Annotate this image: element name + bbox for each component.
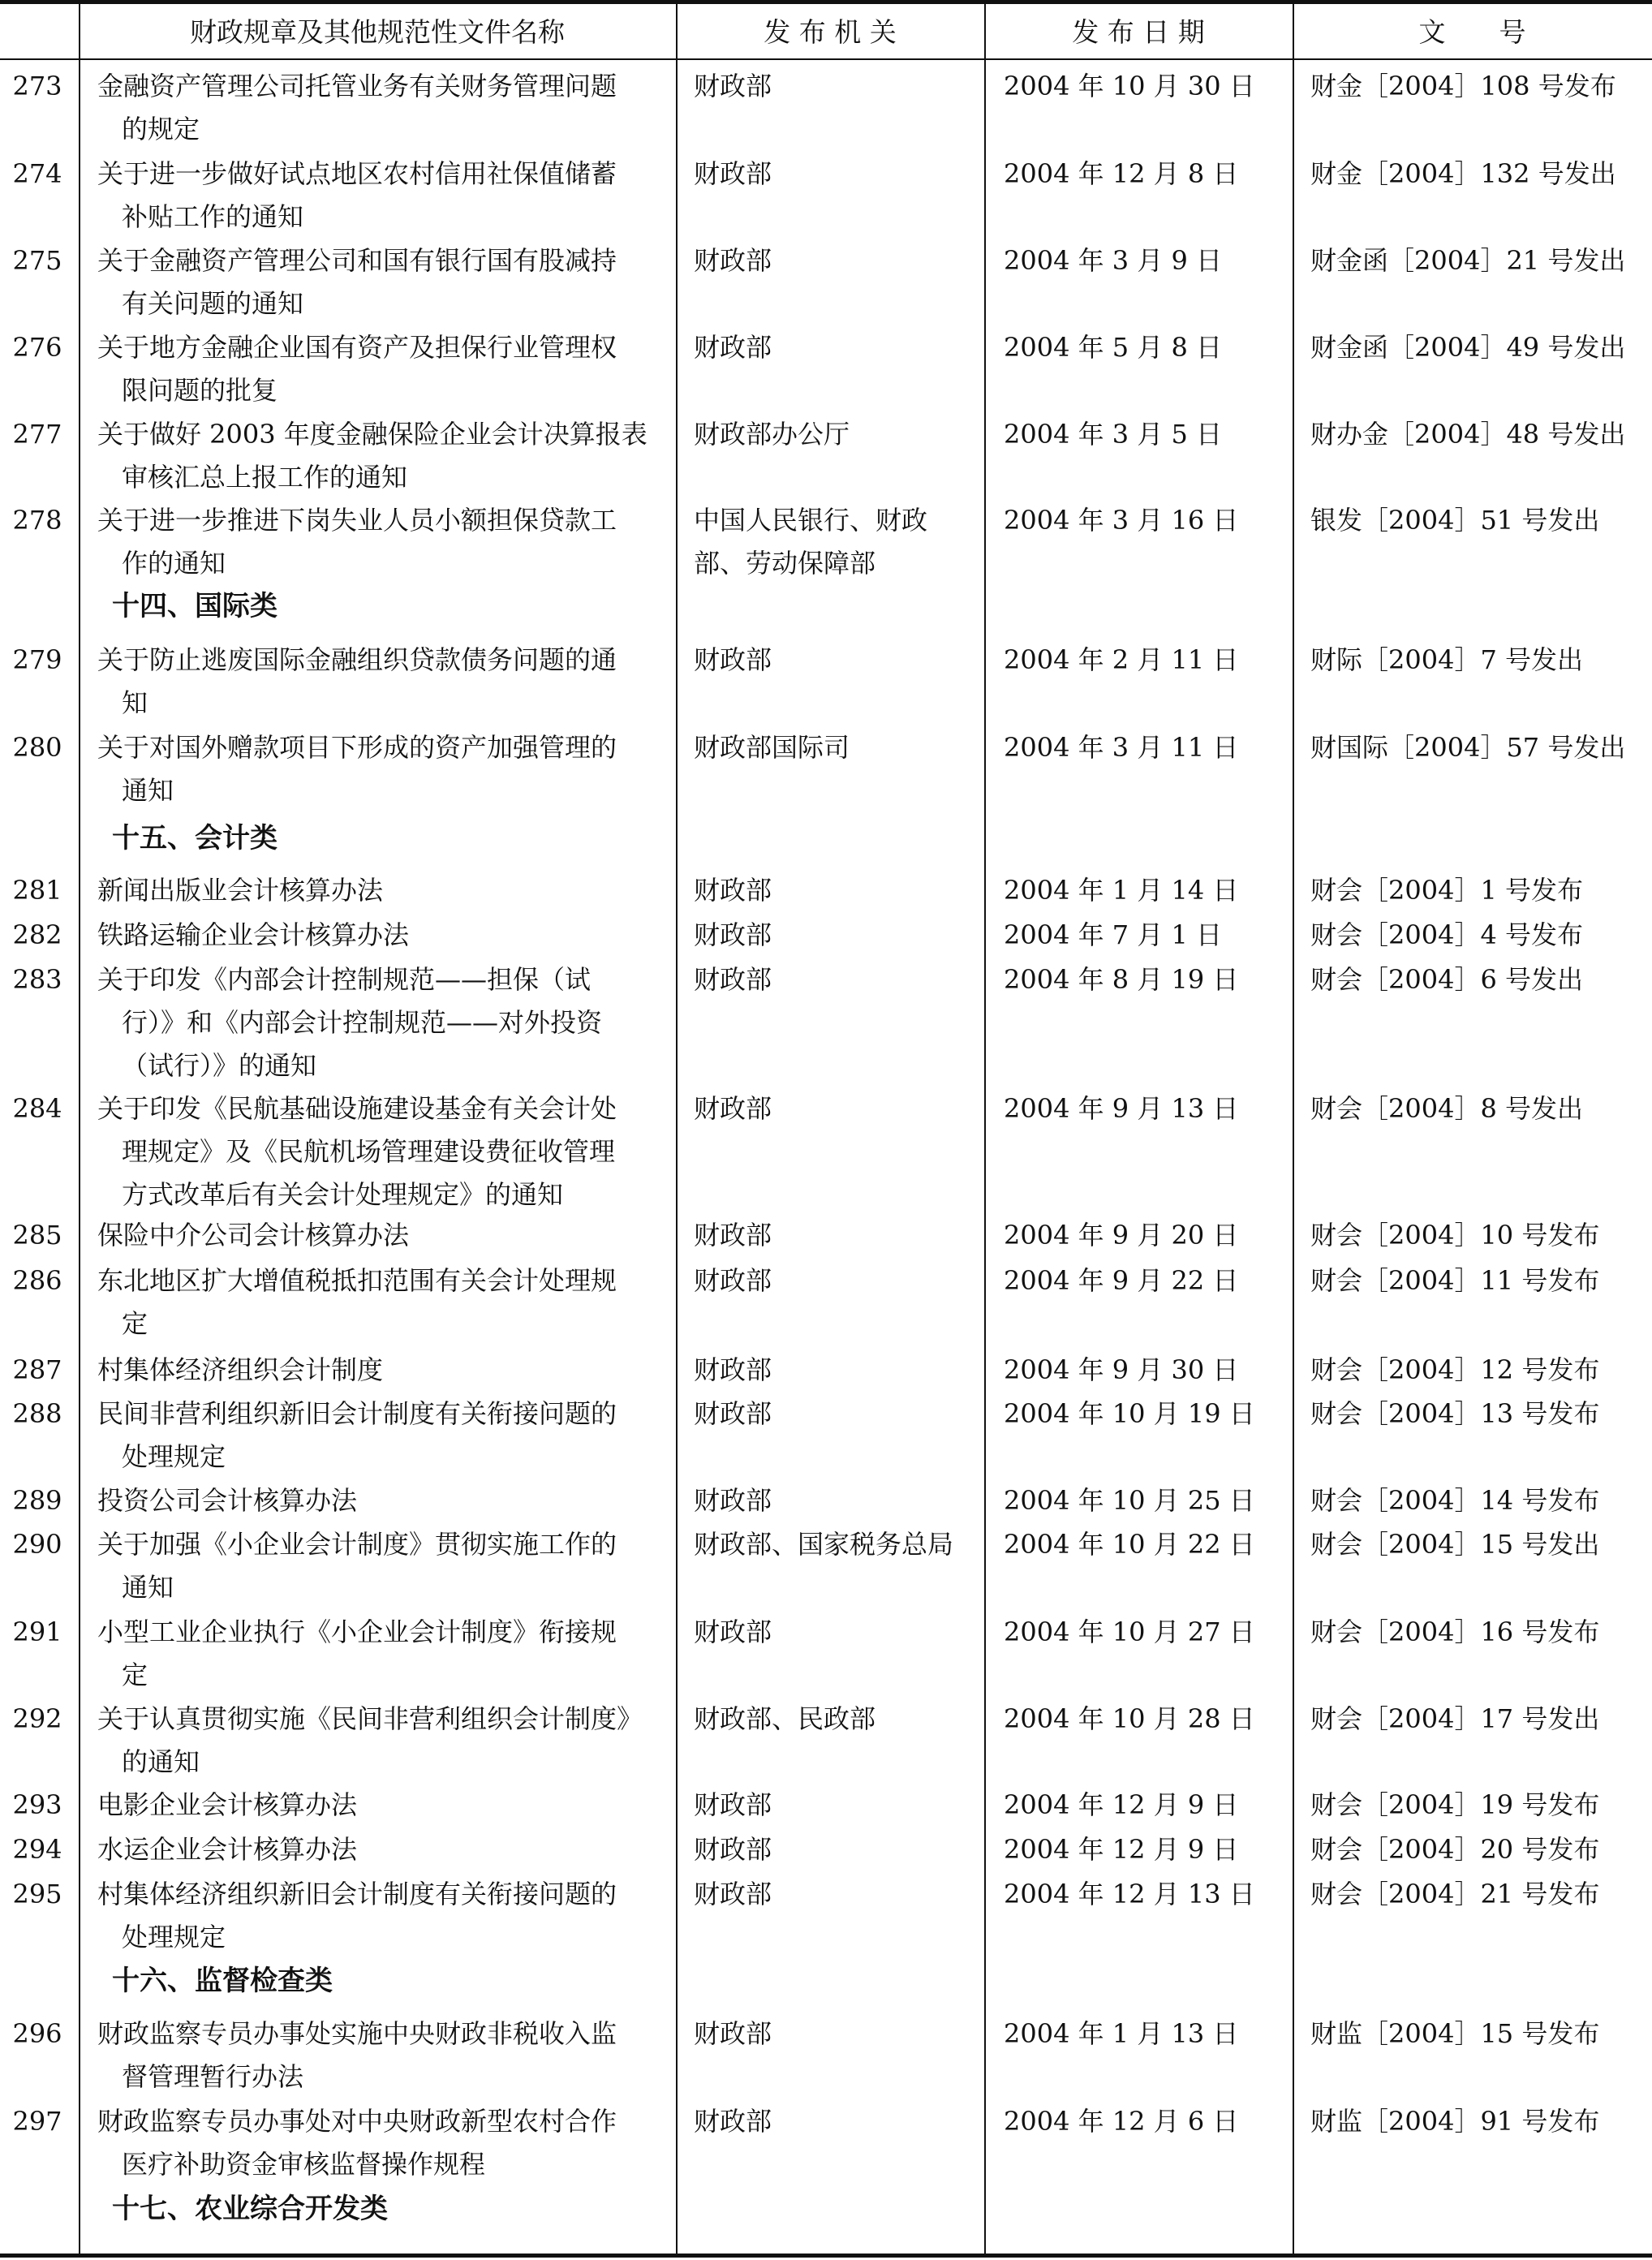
- column-divider: [676, 0, 678, 2256]
- section-heading: 十七、农业综合开发类: [112, 2193, 388, 2225]
- issuing-authority: 财政部: [694, 158, 772, 189]
- row-number: 284: [12, 1093, 62, 1124]
- issue-date: 2004 年 3 月 11 日: [1004, 732, 1239, 763]
- document-number: 财监［2004］15 号发布: [1310, 2018, 1600, 2049]
- document-number: 财会［2004］13 号发布: [1310, 1398, 1600, 1429]
- issuing-authority: 财政部: [694, 1398, 772, 1429]
- document-title: 关于加强《小企业会计制度》贯彻实施工作的 通知: [97, 1529, 617, 1603]
- document-number: 财会［2004］11 号发布: [1310, 1265, 1600, 1296]
- row-number: 295: [12, 1879, 62, 1909]
- issuing-authority: 财政部、国家税务总局: [694, 1529, 954, 1560]
- document-title: 小型工业企业执行《小企业会计制度》衔接规 定: [97, 1616, 617, 1690]
- issuing-authority: 财政部: [694, 919, 772, 950]
- issue-date: 2004 年 10 月 22 日: [1004, 1529, 1255, 1560]
- header-issuer: 发 布 机 关: [764, 16, 897, 48]
- row-number: 293: [12, 1789, 62, 1820]
- issuing-authority: 财政部: [694, 644, 772, 675]
- document-number: 财会［2004］6 号发出: [1310, 964, 1583, 995]
- row-number: 282: [12, 919, 62, 950]
- document-title: 村集体经济组织会计制度: [97, 1354, 384, 1385]
- section-heading: 十五、会计类: [112, 822, 277, 854]
- document-title: 关于金融资产管理公司和国有银行国有股减持 有关问题的通知: [97, 245, 617, 319]
- issue-date: 2004 年 7 月 1 日: [1004, 919, 1223, 950]
- document-title: 关于地方金融企业国有资产及担保行业管理权 限问题的批复: [97, 332, 617, 406]
- issuing-authority: 财政部: [694, 964, 772, 995]
- document-number: 财金函［2004］21 号发出: [1310, 245, 1626, 276]
- row-number: 297: [12, 2106, 62, 2137]
- document-title: 关于对国外赠款项目下形成的资产加强管理的 通知: [97, 732, 617, 806]
- row-number: 279: [12, 644, 62, 675]
- issue-date: 2004 年 9 月 20 日: [1004, 1220, 1239, 1251]
- issuing-authority: 财政部: [694, 1485, 772, 1516]
- row-number: 287: [12, 1354, 62, 1385]
- issuing-authority: 财政部国际司: [694, 732, 850, 763]
- header-rule: [0, 58, 1652, 60]
- issuing-authority: 财政部: [694, 1220, 772, 1251]
- row-number: 278: [12, 505, 62, 536]
- issue-date: 2004 年 9 月 22 日: [1004, 1265, 1239, 1296]
- issue-date: 2004 年 5 月 8 日: [1004, 332, 1223, 363]
- row-number: 283: [12, 964, 62, 995]
- issuing-authority: 财政部: [694, 1879, 772, 1909]
- document-title: 电影企业会计核算办法: [97, 1789, 358, 1820]
- document-number: 财国际［2004］57 号发出: [1310, 732, 1626, 763]
- document-number: 财会［2004］10 号发布: [1310, 1220, 1600, 1251]
- document-number: 财金函［2004］49 号发出: [1310, 332, 1626, 363]
- header-title: 财政规章及其他规范性文件名称: [190, 16, 565, 48]
- document-number: 财会［2004］14 号发布: [1310, 1485, 1600, 1516]
- bottom-border: [0, 2254, 1652, 2258]
- issuing-authority: 财政部: [694, 2018, 772, 2049]
- issue-date: 2004 年 9 月 13 日: [1004, 1093, 1239, 1124]
- document-title: 金融资产管理公司托管业务有关财务管理问题 的规定: [97, 71, 617, 144]
- row-number: 286: [12, 1265, 62, 1296]
- document-number: 财会［2004］20 号发布: [1310, 1834, 1600, 1865]
- row-number: 274: [12, 158, 62, 189]
- issue-date: 2004 年 12 月 9 日: [1004, 1789, 1239, 1820]
- issuing-authority: 财政部、民政部: [694, 1703, 876, 1734]
- issue-date: 2004 年 1 月 14 日: [1004, 875, 1239, 906]
- issuing-authority: 财政部: [694, 1354, 772, 1385]
- issue-date: 2004 年 12 月 6 日: [1004, 2106, 1239, 2137]
- issuing-authority: 财政部: [694, 2106, 772, 2137]
- document-title: 铁路运输企业会计核算办法: [97, 919, 410, 950]
- issuing-authority: 财政部: [694, 875, 772, 906]
- issue-date: 2004 年 12 月 13 日: [1004, 1879, 1255, 1909]
- document-title: 关于认真贯彻实施《民间非营利组织会计制度》 的通知: [97, 1703, 643, 1777]
- document-number: 财会［2004］1 号发布: [1310, 875, 1583, 906]
- document-title: 关于做好 2003 年度金融保险企业会计决算报表 审核汇总上报工作的通知: [97, 419, 647, 493]
- issuing-authority: 财政部: [694, 1789, 772, 1820]
- issue-date: 2004 年 10 月 25 日: [1004, 1485, 1255, 1516]
- issue-date: 2004 年 8 月 19 日: [1004, 964, 1239, 995]
- row-number: 292: [12, 1703, 62, 1734]
- row-number: 285: [12, 1220, 62, 1251]
- issuing-authority: 财政部: [694, 1616, 772, 1647]
- issue-date: 2004 年 2 月 11 日: [1004, 644, 1239, 675]
- issuing-authority: 财政部: [694, 332, 772, 363]
- issue-date: 2004 年 9 月 30 日: [1004, 1354, 1239, 1385]
- header-docno: 文 号: [1418, 16, 1526, 48]
- document-number: 银发［2004］51 号发出: [1310, 505, 1600, 536]
- document-title: 关于进一步推进下岗失业人员小额担保贷款工 作的通知: [97, 505, 617, 579]
- document-title: 投资公司会计核算办法: [97, 1485, 358, 1516]
- document-number: 财会［2004］12 号发布: [1310, 1354, 1600, 1385]
- issue-date: 2004 年 3 月 16 日: [1004, 505, 1239, 536]
- column-divider: [984, 0, 986, 2256]
- top-border: [0, 0, 1652, 4]
- document-title: 水运企业会计核算办法: [97, 1834, 358, 1865]
- issuing-authority: 财政部: [694, 245, 772, 276]
- issue-date: 2004 年 10 月 19 日: [1004, 1398, 1255, 1429]
- issue-date: 2004 年 3 月 5 日: [1004, 419, 1223, 450]
- row-number: 281: [12, 875, 62, 906]
- document-number: 财金［2004］132 号发出: [1310, 158, 1616, 189]
- section-heading: 十四、国际类: [112, 590, 277, 622]
- row-number: 289: [12, 1485, 62, 1516]
- document-number: 财会［2004］19 号发布: [1310, 1789, 1600, 1820]
- document-number: 财际［2004］7 号发出: [1310, 644, 1583, 675]
- row-number: 296: [12, 2018, 62, 2049]
- issue-date: 2004 年 12 月 8 日: [1004, 158, 1239, 189]
- document-title: 关于防止逃废国际金融组织贷款债务问题的通 知: [97, 644, 617, 718]
- document-number: 财会［2004］21 号发布: [1310, 1879, 1600, 1909]
- document-number: 财会［2004］15 号发出: [1310, 1529, 1600, 1560]
- issue-date: 2004 年 10 月 27 日: [1004, 1616, 1255, 1647]
- document-number: 财会［2004］4 号发布: [1310, 919, 1583, 950]
- issue-date: 2004 年 10 月 30 日: [1004, 71, 1255, 101]
- document-number: 财办金［2004］48 号发出: [1310, 419, 1626, 450]
- document-number: 财会［2004］8 号发出: [1310, 1093, 1583, 1124]
- document-title: 财政监察专员办事处实施中央财政非税收入监 督管理暂行办法: [97, 2018, 617, 2092]
- document-number: 财会［2004］16 号发布: [1310, 1616, 1600, 1647]
- document-title: 关于进一步做好试点地区农村信用社保值储蓄 补贴工作的通知: [97, 158, 617, 232]
- issuing-authority: 财政部: [694, 1834, 772, 1865]
- column-divider: [1293, 0, 1294, 2256]
- section-heading: 十六、监督检查类: [112, 1965, 333, 1997]
- issue-date: 2004 年 10 月 28 日: [1004, 1703, 1255, 1734]
- row-number: 273: [12, 71, 62, 101]
- issuing-authority: 财政部办公厅: [694, 419, 850, 450]
- issuing-authority: 财政部: [694, 71, 772, 101]
- row-number: 288: [12, 1398, 62, 1429]
- document-title: 保险中介公司会计核算办法: [97, 1220, 410, 1251]
- document-title: 关于印发《民航基础设施建设基金有关会计处 理规定》及《民航机场管理建设费征收管理 方式改革后有关会计处理规定》的通知: [97, 1093, 617, 1210]
- row-number: 294: [12, 1834, 62, 1865]
- issue-date: 2004 年 1 月 13 日: [1004, 2018, 1239, 2049]
- row-number: 280: [12, 732, 62, 763]
- issuing-authority: 中国人民银行、财政 部、劳动保障部: [694, 505, 928, 579]
- row-number: 291: [12, 1616, 62, 1647]
- column-divider: [79, 0, 80, 2256]
- header-date: 发 布 日 期: [1072, 16, 1205, 48]
- document-title: 新闻出版业会计核算办法: [97, 875, 384, 906]
- row-number: 276: [12, 332, 62, 363]
- row-number: 277: [12, 419, 62, 450]
- issue-date: 2004 年 3 月 9 日: [1004, 245, 1223, 276]
- document-number: 财金［2004］108 号发布: [1310, 71, 1616, 101]
- document-title: 民间非营利组织新旧会计制度有关衔接问题的 处理规定: [97, 1398, 617, 1472]
- issuing-authority: 财政部: [694, 1093, 772, 1124]
- document-title: 东北地区扩大增值税抵扣范围有关会计处理规 定: [97, 1265, 617, 1339]
- issuing-authority: 财政部: [694, 1265, 772, 1296]
- document-number: 财监［2004］91 号发布: [1310, 2106, 1600, 2137]
- row-number: 275: [12, 245, 62, 276]
- row-number: 290: [12, 1529, 62, 1560]
- document-number: 财会［2004］17 号发出: [1310, 1703, 1600, 1734]
- document-title: 财政监察专员办事处对中央财政新型农村合作 医疗补助资金审核监督操作规程: [97, 2106, 617, 2180]
- document-title: 关于印发《内部会计控制规范——担保（试 行）》和《内部会计控制规范——对外投资 （试行）》的通知: [97, 964, 603, 1081]
- document-title: 村集体经济组织新旧会计制度有关衔接问题的 处理规定: [97, 1879, 617, 1952]
- issue-date: 2004 年 12 月 9 日: [1004, 1834, 1239, 1865]
